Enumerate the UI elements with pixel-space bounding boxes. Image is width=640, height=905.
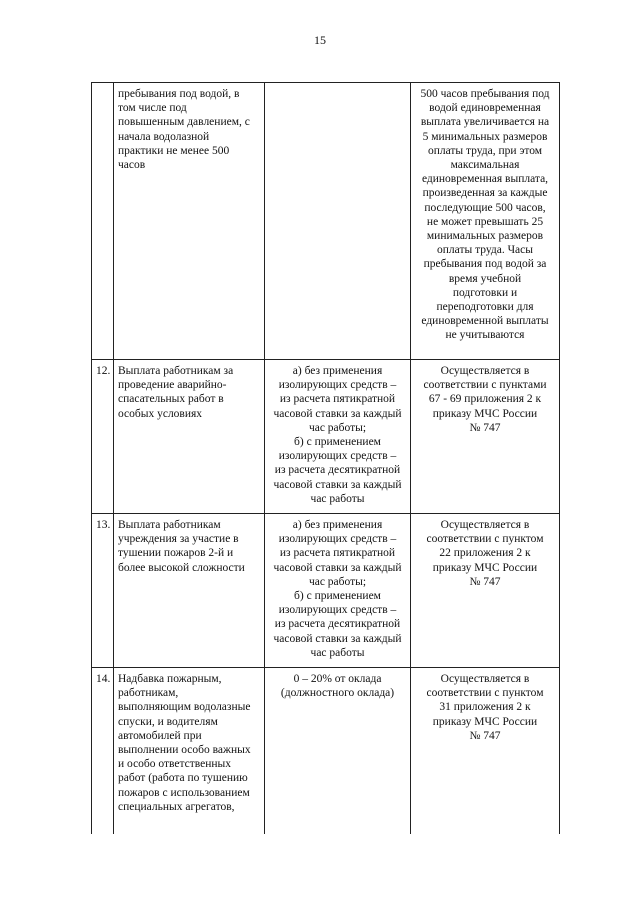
payment-condition-cell	[411, 360, 560, 514]
cell-text-line: начала водолазной	[118, 130, 210, 143]
cell-text-line: не может превышать 25	[426, 215, 544, 228]
cell-text-line: час работы;	[308, 421, 367, 434]
cell-text-line: тушении пожаров 2-й и	[118, 547, 234, 560]
payment-condition-cell	[411, 514, 560, 668]
cell-text-line: особых условиях	[118, 407, 203, 420]
payments-table	[91, 82, 560, 834]
cell-text-line: 500 часов пребывания под	[420, 88, 550, 100]
cell-text-line: (должностного оклада)	[280, 687, 395, 700]
payment-condition-cell	[411, 83, 560, 360]
cell-text-line: изолирующих средств –	[278, 450, 397, 463]
payment-size-cell	[265, 668, 411, 835]
cell-text-line: изолирующих средств –	[278, 533, 397, 546]
cell-text-line: соответствии с пунктами	[423, 379, 547, 392]
payment-size-cell	[265, 514, 411, 668]
cell-text-line: 31 приложения 2 к	[439, 701, 531, 714]
payment-name-cell	[114, 514, 265, 668]
cell-text-line: из расчета десятикратной	[274, 618, 401, 631]
payment-name-cell	[114, 83, 265, 360]
cell-text-line: № 747	[469, 421, 501, 434]
cell-text-line: Надбавка пожарным,	[118, 673, 222, 685]
cell-text-line: а) без применения	[292, 519, 383, 531]
table-row-14	[92, 668, 560, 835]
table-row-13	[92, 514, 560, 668]
cell-text-line: и особо ответственных	[118, 758, 232, 771]
cell-text-line: не учитываются	[445, 329, 525, 342]
cell-text-line: б) с применением	[294, 436, 381, 449]
payment-name-cell	[114, 360, 265, 514]
cell-text-line: единовременной выплаты	[421, 315, 549, 328]
cell-text-line: соответствии с пунктом	[426, 533, 544, 546]
cell-text-line: а) без применения	[292, 365, 383, 377]
cell-text-line: Осуществляется в	[440, 365, 530, 377]
row-number-cell: 12.	[92, 360, 114, 514]
row-number-cell: 13.	[92, 514, 114, 668]
cell-text-line: Выплата работникам за	[118, 365, 234, 377]
cell-text-line: 67 - 69 приложения 2 к	[428, 393, 542, 406]
cell-text-line: приказу МЧС России	[432, 715, 538, 728]
cell-text-line: пребывания под водой, в	[118, 88, 240, 100]
cell-text-line: час работы;	[308, 575, 367, 588]
cell-text-line: час работы	[310, 646, 365, 659]
cell-text-line: подготовки и	[452, 286, 518, 299]
row-number-cell	[92, 83, 114, 360]
cell-text-line: время учебной	[448, 272, 522, 285]
payment-size-cell	[265, 360, 411, 514]
cell-text-line: часовой ставки за каждый	[273, 632, 402, 645]
cell-text-line: соответствии с пунктом	[426, 687, 544, 700]
cell-text-line: изолирующих средств –	[278, 604, 397, 617]
cell-text-line: б) с применением	[294, 590, 381, 603]
cell-text-line: часов	[118, 159, 146, 172]
payment-condition-cell	[411, 668, 560, 835]
row-number-cell: 14.	[92, 668, 114, 835]
cell-text-line: из расчета пятикратной	[279, 547, 396, 560]
cell-text-line: спуски, и водителям	[118, 715, 218, 728]
cell-text-line: приказу МЧС России	[432, 561, 538, 574]
cell-text-line: час работы	[310, 492, 365, 505]
cell-text-line: оплаты труда, при этом	[427, 144, 543, 157]
cell-text-line: минимальных размеров	[426, 230, 544, 243]
cell-text-line: 0 – 20% от оклада	[293, 673, 382, 685]
cell-text-line: автомобилей при	[118, 729, 202, 742]
table-row-12	[92, 360, 560, 514]
cell-text-line: пребывания под водой за	[423, 258, 547, 271]
cell-text-line: работ (работа по тушению	[118, 772, 248, 785]
cell-text-line: Осуществляется в	[440, 519, 530, 531]
cell-text-line: спасательных работ в	[118, 393, 224, 406]
cell-text-line: 22 приложения 2 к	[439, 547, 531, 560]
cell-text-line: пожаров с использованием	[118, 786, 250, 799]
cell-text-line: часовой ставки за каждый	[273, 561, 402, 574]
cell-text-line: единовременная выплата,	[421, 173, 549, 186]
cell-text-line: изолирующих средств –	[278, 379, 397, 392]
cell-text-line: часовой ставки за каждый	[273, 407, 402, 420]
cell-text-line: 5 минимальных размеров	[422, 130, 548, 143]
page-number: 15	[314, 33, 326, 47]
cell-text-line: работникам,	[118, 687, 179, 700]
cell-text-line: из расчета пятикратной	[279, 393, 396, 406]
cell-text-line: Осуществляется в	[440, 673, 530, 685]
cell-text-line: выполняющим водолазные	[118, 701, 251, 714]
cell-text-line: проведение аварийно-	[118, 379, 227, 392]
cell-text-line: учреждения за участие в	[118, 533, 239, 546]
cell-text-line: водой единовременная	[429, 102, 541, 115]
cell-text-line: максимальная	[450, 159, 520, 172]
cell-text-line: из расчета десятикратной	[274, 464, 401, 477]
cell-text-line: приказу МЧС России	[432, 407, 538, 420]
cell-text-line: № 747	[469, 729, 501, 742]
cell-text-line: часовой ставки за каждый	[273, 478, 402, 491]
cell-text-line: оплаты труда. Часы	[437, 244, 533, 257]
cell-text-line: специальных агрегатов,	[118, 800, 235, 813]
cell-text-line: более высокой сложности	[118, 561, 245, 574]
table-row-continuation	[92, 83, 560, 360]
cell-text-line: том числе под	[118, 102, 187, 115]
cell-text-line: выполнении особо важных	[118, 744, 251, 757]
cell-text-line: повышенным давлением, с	[118, 116, 250, 129]
cell-text-line: переподготовки для	[436, 301, 534, 314]
cell-text-line: № 747	[469, 575, 501, 588]
cell-text-line: практики не менее 500	[118, 144, 230, 157]
cell-text-line: Выплата работникам	[118, 519, 221, 531]
payment-name-cell	[114, 668, 265, 835]
cell-text-line: произведенная за каждые	[422, 187, 548, 200]
cell-text-line: последующие 500 часов,	[424, 201, 546, 214]
payment-size-cell	[265, 83, 411, 360]
cell-text-line: выплата увеличивается на	[420, 116, 550, 129]
